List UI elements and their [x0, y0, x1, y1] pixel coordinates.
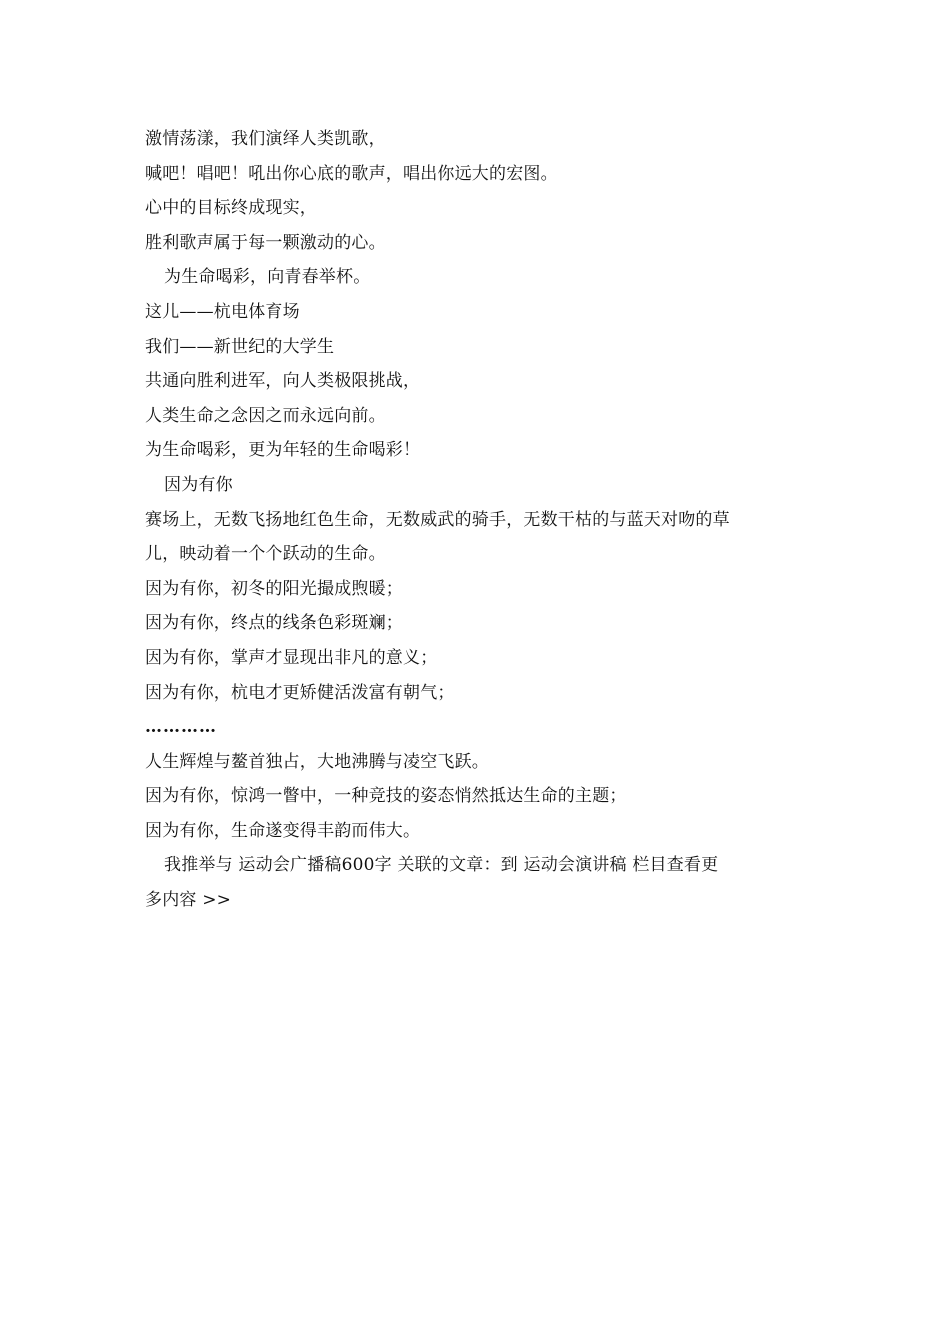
text-line: 赛场上，无数飞扬地红色生命，无数威武的骑手，无数干枯的与蓝天对吻的草	[145, 509, 730, 530]
category-link[interactable]: 运动会演讲稿	[523, 855, 627, 876]
text-line: 心中的目标终成现实，	[145, 198, 317, 219]
text-line: 我们——新世纪的大学生	[145, 336, 335, 357]
text-line: 喊吧！唱吧！吼出你心底的歌声，唱出你远大的宏图。	[145, 163, 558, 184]
related-article-line	[145, 848, 805, 883]
ellipsis-line: …………	[145, 717, 217, 738]
text-line: 胜利歌声属于每一颗激动的心。	[145, 232, 386, 253]
text-line: 因为有你，杭电才更矫健活泼富有朝气；	[145, 682, 455, 703]
text-line: 为生命喝彩，更为年轻的生命喝彩！	[145, 440, 421, 461]
text-line: 共通向胜利进军，向人类极限挑战，	[145, 371, 421, 392]
text-line: 人类生命之念因之而永远向前。	[145, 405, 386, 426]
text-line: 因为有你，生命遂变得丰韵而伟大。	[145, 820, 421, 841]
text-line: 因为有你，惊鸿一瞥中，一种竞技的姿态悄然抵达生命的主题；	[145, 786, 627, 807]
article-body	[145, 122, 805, 918]
related-suffix-text: 栏目查看更	[632, 855, 719, 876]
section-heading: 因为有你	[164, 474, 233, 495]
section-heading: 为生命喝彩，向青春举杯。	[164, 267, 371, 288]
related-prefix: 我推举与	[164, 855, 233, 876]
text-line: 人生辉煌与鳌首独占，大地沸腾与凌空飞跃。	[145, 751, 489, 772]
text-line: 因为有你，终点的线条色彩斑斓；	[145, 613, 403, 634]
text-line: 因为有你，初冬的阳光撮成煦暖；	[145, 578, 403, 599]
text-line: 因为有你，掌声才显现出非凡的意义；	[145, 647, 438, 668]
related-article-link[interactable]: 运动会广播稿600字	[238, 855, 392, 876]
related-middle-text: 关联的文章：到	[397, 855, 518, 876]
more-content-line: 多内容 >>	[145, 890, 232, 911]
text-line: 激情荡漾，我们演绎人类凯歌，	[145, 129, 386, 149]
text-line: 儿，映动着一个个跃动的生命。	[145, 544, 386, 565]
text-line: 这儿——杭电体育场	[145, 301, 300, 322]
